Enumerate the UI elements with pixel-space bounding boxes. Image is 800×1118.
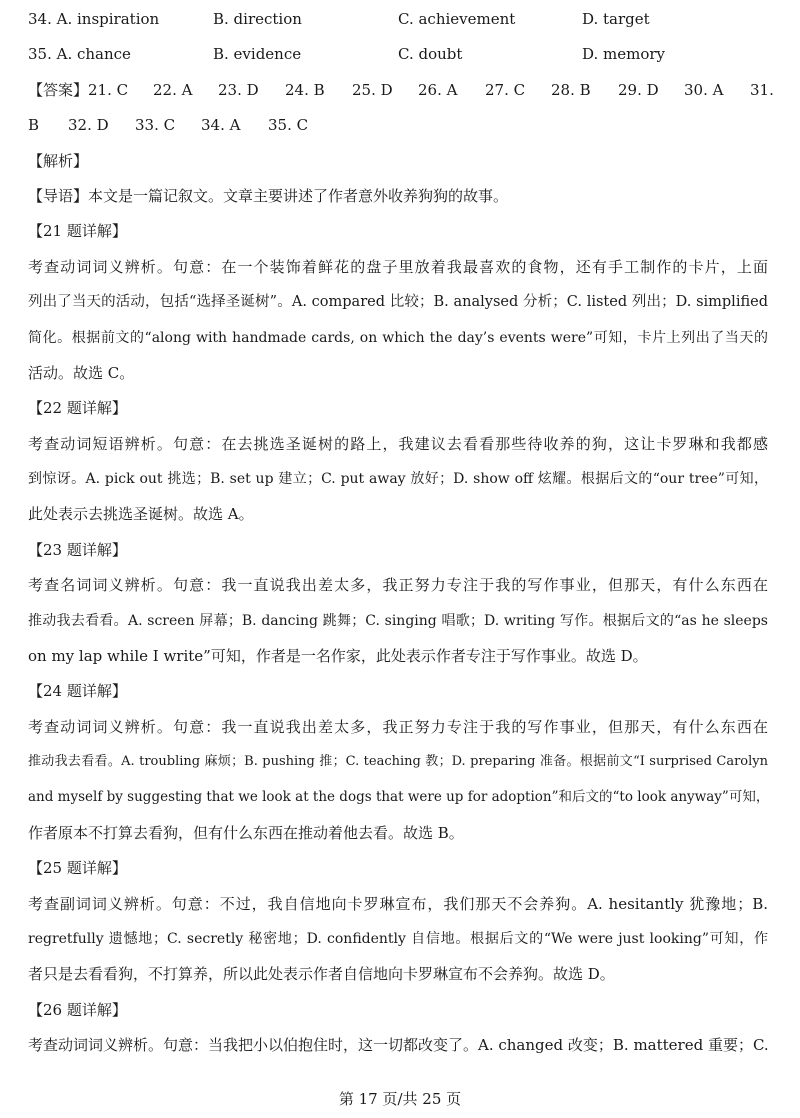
page-footer: 第 17 页/共 25 页 <box>338 1090 462 1108</box>
section-heading: 【26 题详解】 <box>28 1001 127 1019</box>
section-text-line: regretfully 遗憾地；C. secretly 秘密地；D. confidently 自信地。根据后文的“We were just looking”可知，作 <box>28 931 768 947</box>
section-heading: 【22 题详解】 <box>28 399 127 417</box>
option-35-a: 35. A. chance <box>28 45 131 63</box>
section-text-line: 活动。故选 C。 <box>28 364 135 382</box>
option-35-b: B. evidence <box>213 45 302 63</box>
answer-22: 22. A <box>153 81 193 99</box>
answer-24: 24. B <box>285 81 325 99</box>
option-35-d: D. memory <box>582 45 666 63</box>
section-heading: 【21 题详解】 <box>28 222 127 240</box>
answer-21: 【答案】21. C <box>28 81 129 99</box>
option-35-c: C. doubt <box>398 45 463 63</box>
answer-30: 30. A <box>684 81 724 99</box>
section-text-line: 考查动词词义辨析。句意：在一个装饰着鲜花的盘子里放着我最喜欢的食物，还有手工制作的卡片，上面 <box>28 258 768 276</box>
section-text-line: 者只是去看看狗，不打算养，所以此处表示作者自信地向卡罗琳宣布不会养狗。故选 D。 <box>28 965 615 983</box>
option-34-a: 34. A. inspiration <box>28 10 160 28</box>
answer-35: 35. C <box>268 116 309 134</box>
section-text-line: 到惊讶。A. pick out 挑选；B. set up 建立；C. put away 放好；D. show off 炫耀。根据后文的“our tree”可知， <box>28 471 768 487</box>
answer-23: 23. D <box>218 81 259 99</box>
answer-29: 29. D <box>618 81 659 99</box>
option-34-d: D. target <box>582 10 650 28</box>
answer-26: 26. A <box>418 81 458 99</box>
section-heading: 【24 题详解】 <box>28 682 127 700</box>
answer-31-letter: B <box>28 116 40 134</box>
answer-34: 34. A <box>201 116 241 134</box>
option-34-c: C. achievement <box>398 10 516 28</box>
section-text-line: 推动我去看看。A. troubling 麻烦；B. pushing 推；C. teaching 教；D. preparing 准备。根据前文“I surprised Carolyn <box>28 754 768 769</box>
section-text-line: 考查名词词义辨析。句意：我一直说我出差太多，我正努力专注于我的写作事业，但那天，有什么东西在 <box>28 576 768 594</box>
answer-31-number: 31. <box>750 81 774 99</box>
section-text-line: and myself by suggesting that we look at the dogs that were up for adoption”和后文的“to look anyway”可知， <box>28 789 770 805</box>
answer-32: 32. D <box>68 116 109 134</box>
section-text-line: 考查动词词义辨析。句意：当我把小以伯抱住时，这一切都改变了。A. changed 改变；B. mattered 重要；C. <box>28 1036 769 1054</box>
section-heading: 【23 题详解】 <box>28 541 127 559</box>
section-heading: 【25 题详解】 <box>28 859 127 877</box>
section-text-line: 列出了当天的活动，包括“选择圣诞树”。A. compared 比较；B. analysed 分析；C. listed 列出；D. simplified <box>28 294 768 310</box>
analysis-title: 【解析】 <box>28 152 89 170</box>
section-text-line: 考查副词词义辨析。句意：不过，我自信地向卡罗琳宣布，我们那天不会养狗。A. hesitantly 犹豫地；B. <box>28 895 768 913</box>
section-text-line: on my lap while I write”可知，作者是一名作家，此处表示作者专注于写作事业。故选 D。 <box>28 647 648 665</box>
answer-25: 25. D <box>352 81 393 99</box>
section-text-line: 作者原本不打算去看狗，但有什么东西在推动着他去看。故选 B。 <box>28 824 464 842</box>
section-text-line: 推动我去看看。A. screen 屏幕；B. dancing 跳舞；C. singing 唱歌；D. writing 写作。根据后文的“as he sleeps <box>28 613 768 629</box>
section-text-line: 考查动词短语辨析。句意：在去挑选圣诞树的路上，我建议去看看那些待收养的狗，这让卡罗琳和我都感 <box>28 435 768 453</box>
answer-27: 27. C <box>485 81 526 99</box>
section-text-line: 考查动词词义辨析。句意：我一直说我出差太多，我正努力专注于我的写作事业，但那天，有什么东西在 <box>28 718 768 736</box>
answer-33: 33. C <box>135 116 176 134</box>
section-text-line: 简化。根据前文的“along with handmade cards, on which the day’s events were”可知，卡片上列出了当天的 <box>28 330 768 346</box>
option-34-b: B. direction <box>213 10 302 28</box>
answer-28: 28. B <box>551 81 591 99</box>
section-text-line: 此处表示去挑选圣诞树。故选 A。 <box>28 505 254 523</box>
intro-text: 【导语】本文是一篇记叙文。文章主要讲述了作者意外收养狗狗的故事。 <box>28 187 509 205</box>
